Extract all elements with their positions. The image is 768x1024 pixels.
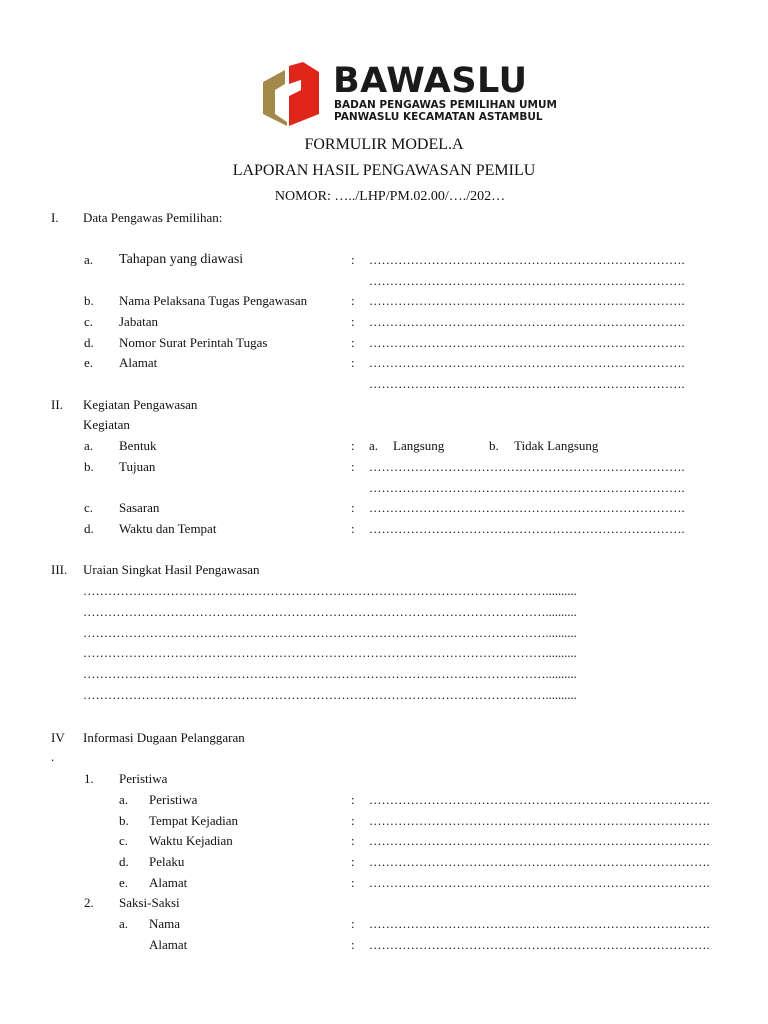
colon: : — [351, 854, 355, 869]
subsection-number: 2. — [84, 895, 94, 910]
colon: : — [351, 875, 355, 890]
colon: : — [351, 355, 355, 370]
item-letter: a. — [84, 438, 94, 453]
item-letter: d. — [84, 521, 94, 536]
fill-line: ………………………………………………………………………………………………….......... — [83, 585, 577, 598]
section-subtitle: Kegiatan — [83, 417, 130, 432]
section-title: Uraian Singkat Hasil Pengawasan — [83, 562, 260, 577]
option-letter: b. — [489, 438, 499, 453]
item-label: Waktu Kejadian — [149, 833, 233, 848]
colon: : — [351, 459, 355, 474]
option-label: Tidak Langsung — [514, 438, 599, 453]
fill-line: …………………………………………………………………. — [369, 254, 685, 267]
fill-line: …………………………………………………………………. — [369, 482, 685, 495]
section-number: III. — [51, 562, 68, 577]
item-label: Tahapan yang diawasi — [119, 252, 244, 267]
logo — [259, 61, 557, 128]
item-letter: d. — [84, 335, 94, 350]
logo-subtitle-line2: PANWASLU KECAMATAN ASTAMBUL — [334, 111, 543, 123]
colon: : — [351, 335, 355, 350]
item-letter: b. — [119, 813, 129, 828]
option-letter: a. — [369, 438, 379, 453]
fill-line: …………………………………………………………………. — [369, 502, 685, 515]
item-letter: a. — [84, 252, 94, 267]
item-label: Alamat — [149, 937, 188, 952]
fill-line: ………………………………………………………………………………………………….......... — [83, 647, 577, 660]
item-label: Tujuan — [119, 459, 156, 474]
fill-line: ………………………………………………………………………. — [369, 877, 710, 890]
fill-line: …………………………………………………………………. — [369, 461, 685, 474]
fill-line: ………………………………………………………………………. — [369, 835, 710, 848]
item-label: Bentuk — [119, 438, 157, 453]
form-title: FORMULIR MODEL.A — [304, 136, 464, 153]
fill-line: ………………………………………………………………………………………………….......... — [83, 606, 577, 619]
item-label: Nama — [149, 916, 181, 931]
colon: : — [351, 500, 355, 515]
fill-line: ………………………………………………………………………………………………….......... — [83, 689, 577, 702]
fill-line: …………………………………………………………………. — [369, 337, 685, 350]
fill-line: …………………………………………………………………. — [369, 357, 685, 370]
colon: : — [351, 813, 355, 828]
subsection-title: Peristiwa — [119, 771, 168, 786]
section-number: IV — [51, 730, 65, 745]
item-label: Jabatan — [119, 314, 158, 329]
section-title: Kegiatan Pengawasan — [83, 397, 198, 412]
fill-line: …………………………………………………………………. — [369, 523, 685, 536]
fill-line: …………………………………………………………………. — [369, 295, 685, 308]
section-number-dot: . — [51, 749, 55, 764]
item-label: Tempat Kejadian — [149, 813, 238, 828]
colon: : — [351, 937, 355, 952]
logo-subtitle-line1: BADAN PENGAWAS PEMILIHAN UMUM — [334, 99, 557, 111]
logo-title: BAWASLU — [333, 61, 528, 101]
fill-line: ………………………………………………………………………. — [369, 794, 710, 807]
section-title: Data Pengawas Pemilihan: — [83, 210, 223, 225]
fill-line: ………………………………………………………………………. — [369, 856, 710, 869]
colon: : — [351, 314, 355, 329]
subsection-title: Saksi-Saksi — [119, 895, 180, 910]
item-letter: c. — [119, 833, 129, 848]
colon: : — [351, 293, 355, 308]
colon: : — [351, 521, 355, 536]
section-number: I. — [51, 210, 59, 225]
subsection-number: 1. — [84, 771, 94, 786]
colon: : — [351, 833, 355, 848]
item-letter: e. — [84, 355, 94, 370]
fill-line: …………………………………………………………………. — [369, 316, 685, 329]
section-title: Informasi Dugaan Pelanggaran — [83, 730, 245, 745]
item-letter: b. — [84, 459, 94, 474]
item-letter: c. — [84, 500, 94, 515]
colon: : — [351, 792, 355, 807]
item-label: Alamat — [149, 875, 188, 890]
item-letter: c. — [84, 314, 94, 329]
option-label: Langsung — [393, 438, 445, 453]
fill-line: ………………………………………………………………………. — [369, 815, 710, 828]
item-label: Peristiwa — [149, 792, 198, 807]
item-label: Pelaku — [149, 854, 185, 869]
item-label: Alamat — [119, 355, 158, 370]
fill-line: ………………………………………………………………………………………………….......... — [83, 627, 577, 640]
document-number: NOMOR: …../LHP/PM.02.00/…./202… — [274, 189, 506, 204]
item-letter: b. — [84, 293, 94, 308]
item-letter: a. — [119, 916, 129, 931]
bawaslu-emblem-icon — [259, 62, 325, 128]
fill-line: ………………………………………………………………………. — [369, 918, 710, 931]
fill-line: …………………………………………………………………. — [369, 275, 685, 288]
item-label: Waktu dan Tempat — [119, 521, 217, 536]
item-letter: e. — [119, 875, 129, 890]
item-label: Sasaran — [119, 500, 160, 515]
colon: : — [351, 916, 355, 931]
colon: : — [351, 438, 355, 453]
fill-line: ………………………………………………………………………. — [369, 939, 710, 952]
item-letter: d. — [119, 854, 129, 869]
item-label: Nama Pelaksana Tugas Pengawasan — [119, 293, 308, 308]
section-number: II. — [51, 397, 63, 412]
item-label: Nomor Surat Perintah Tugas — [119, 335, 268, 350]
colon: : — [351, 252, 355, 267]
report-title: LAPORAN HASIL PENGAWASAN PEMILU — [232, 162, 536, 179]
fill-line: …………………………………………………………………. — [369, 378, 685, 391]
fill-line: ………………………………………………………………………………………………….......... — [83, 668, 577, 681]
item-letter: a. — [119, 792, 129, 807]
